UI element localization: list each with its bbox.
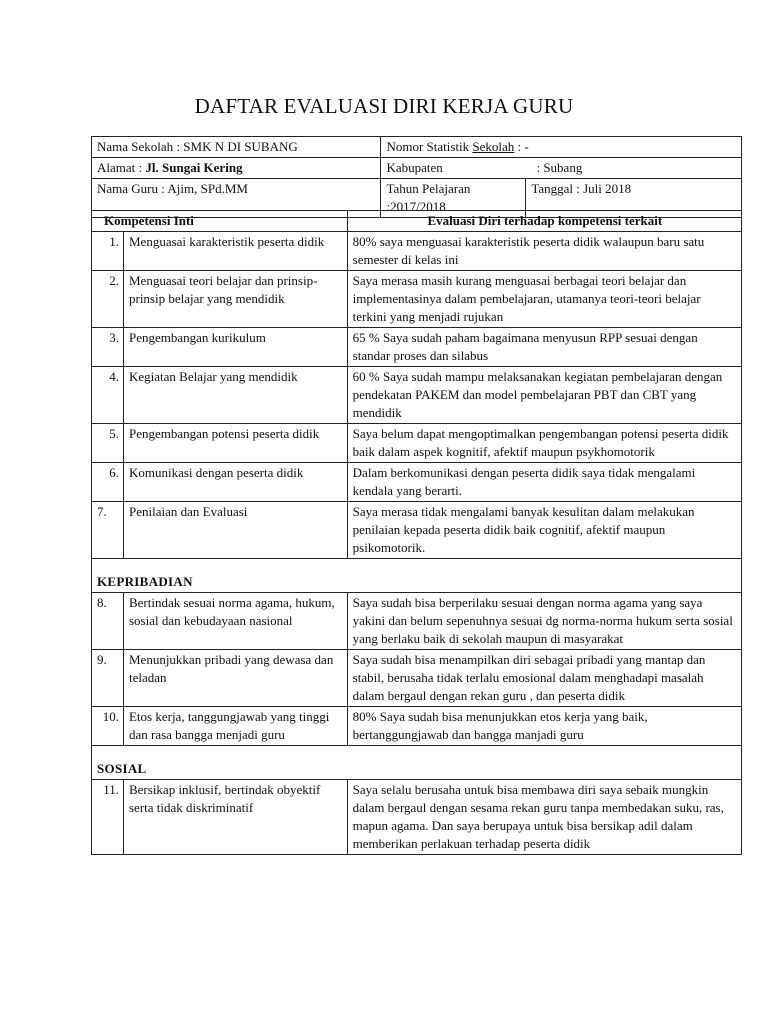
evaluation-cell: Saya sudah bisa berperilaku sesuai dengan norma agama yang saya yakini dan belum sepenuhnya sesuai dg norma-norma hukum serta sosial yang berlaku baik di sekolah maupun di masyarakat bbox=[347, 593, 741, 650]
row-number: 7. bbox=[92, 502, 124, 559]
evaluation-cell: Saya merasa masih kurang menguasai berbagai teori belajar dan implementasinya dalam pembelajaran, utamanya teori-teori belajar terkini yang menjadi rujukan bbox=[347, 271, 741, 328]
table-row bbox=[92, 780, 742, 855]
competency-cell: Pengembangan kurikulum bbox=[123, 328, 347, 367]
evaluation-date: Tanggal : Juli 2018 bbox=[526, 179, 742, 218]
regency bbox=[381, 158, 742, 179]
regency-label: Kabupaten bbox=[386, 160, 443, 175]
competency-cell: Menguasai teori belajar dan prinsip-prinsip belajar yang mendidik bbox=[123, 271, 347, 328]
table-row bbox=[92, 271, 742, 328]
competency-cell: Komunikasi dengan peserta didik bbox=[123, 463, 347, 502]
sosial-section bbox=[92, 780, 742, 855]
teacher-name: Nama Guru : Ajim, SPd.MM bbox=[92, 179, 381, 218]
section-title-sosial: SOSIAL bbox=[92, 746, 742, 780]
school-address bbox=[92, 158, 381, 179]
evaluation-cell: Dalam berkomunikasi dengan peserta didik saya tidak mengalami kendala yang berarti. bbox=[347, 463, 741, 502]
table-row bbox=[92, 707, 742, 746]
evaluation-cell: Saya merasa tidak mengalami banyak kesulitan dalam melakukan penilaian kepada peserta didik baik cognitif, afektif maupun psikomotorik. bbox=[347, 502, 741, 559]
kepribadian-section bbox=[92, 593, 742, 746]
evaluation-cell: Saya belum dapat mengoptimalkan pengembangan potensi peserta didik baik dalam aspek kognitif, afektif maupun psykhomotorik bbox=[347, 424, 741, 463]
section-sosial bbox=[92, 746, 742, 780]
header-kompetensi: Kompetensi Inti bbox=[92, 211, 348, 232]
evaluation-cell: Saya selalu berusaha untuk bisa membawa diri saya sebaik mungkin dalam bergaul dengan sesama rekan guru tanpa membedakan suku, ras, mapun agama. Dan saya berupaya untuk bisa bersikap adil dalam memberikan perlakuan terhadap peserta didik bbox=[347, 780, 741, 855]
table-header bbox=[92, 211, 742, 232]
row-number: 5. bbox=[92, 424, 124, 463]
table-row bbox=[92, 502, 742, 559]
evaluation-table bbox=[91, 210, 742, 855]
evaluation-cell: 60 % Saya sudah mampu melaksanakan kegiatan pembelajaran dengan pendekatan PAKEM dan model pembelajaran PBT dan CBT yang mendidik bbox=[347, 367, 741, 424]
info-row-address bbox=[92, 158, 742, 179]
evaluation-cell: 65 % Saya sudah paham bagaimana menyusun RPP sesuai dengan standar proses dan silabus bbox=[347, 328, 741, 367]
statistic-label-underlined: Sekolah bbox=[472, 139, 515, 154]
table-row bbox=[92, 367, 742, 424]
row-number: 1. bbox=[92, 232, 124, 271]
competency-cell: Penilaian dan Evaluasi bbox=[123, 502, 347, 559]
table-row bbox=[92, 424, 742, 463]
school-name: Nama Sekolah : SMK N DI SUBANG bbox=[92, 137, 381, 158]
competency-cell: Menguasai karakteristik peserta didik bbox=[123, 232, 347, 271]
competency-cell: Etos kerja, tanggungjawab yang tinggi dan rasa bangga menjadi guru bbox=[123, 707, 347, 746]
row-number: 8. bbox=[92, 593, 124, 650]
table-row bbox=[92, 650, 742, 707]
header-evaluasi: Evaluasi Diri terhadap kompetensi terkait bbox=[347, 211, 741, 232]
row-number: 11. bbox=[92, 780, 124, 855]
section-kepribadian bbox=[92, 559, 742, 593]
row-number: 9. bbox=[92, 650, 124, 707]
academic-year: Tahun Pelajaran :2017/2018 bbox=[381, 179, 526, 218]
section-title-kepribadian: KEPRIBADIAN bbox=[92, 559, 742, 593]
competency-cell: Kegiatan Belajar yang mendidik bbox=[123, 367, 347, 424]
row-number: 4. bbox=[92, 367, 124, 424]
table-row bbox=[92, 328, 742, 367]
evaluation-cell: Saya sudah bisa menampilkan diri sebagai pribadi yang mantap dan stabil, berusaha tidak terlalu emosional dalam menghadapi masalah dalam bergaul dengan rekan guru , dan peserta didik bbox=[347, 650, 741, 707]
table-row bbox=[92, 232, 742, 271]
info-row-school bbox=[92, 137, 742, 158]
row-number: 10. bbox=[92, 707, 124, 746]
row-number: 6. bbox=[92, 463, 124, 502]
row-number: 2. bbox=[92, 271, 124, 328]
school-statistic-number bbox=[381, 137, 742, 158]
competency-cell: Bertindak sesuai norma agama, hukum, sosial dan kebudayaan nasional bbox=[123, 593, 347, 650]
competency-cell: Pengembangan potensi peserta didik bbox=[123, 424, 347, 463]
competency-cell: Bersikap inklusif, bertindak obyektif serta tidak diskriminatif bbox=[123, 780, 347, 855]
page-title: DAFTAR EVALUASI DIRI KERJA GURU bbox=[194, 94, 574, 118]
evaluation-cell: 80% saya menguasai karakteristik peserta didik walaupun baru satu semester di kelas ini bbox=[347, 232, 741, 271]
row-number: 3. bbox=[92, 328, 124, 367]
school-info-table bbox=[91, 136, 742, 218]
pedagogik-section bbox=[92, 232, 742, 559]
table-row bbox=[92, 593, 742, 650]
regency-value: : Subang bbox=[536, 160, 583, 175]
address-label: Alamat : bbox=[97, 160, 146, 175]
address-value: Jl. Sungai Kering bbox=[145, 160, 243, 175]
statistic-label: Nomor Statistik bbox=[386, 139, 473, 154]
competency-cell: Menunjukkan pribadi yang dewasa dan teladan bbox=[123, 650, 347, 707]
table-row bbox=[92, 463, 742, 502]
evaluation-cell: 80% Saya sudah bisa menunjukkan etos kerja yang baik, bertanggungjawab dan bangga manjadi guru bbox=[347, 707, 741, 746]
statistic-value: : - bbox=[514, 139, 529, 154]
